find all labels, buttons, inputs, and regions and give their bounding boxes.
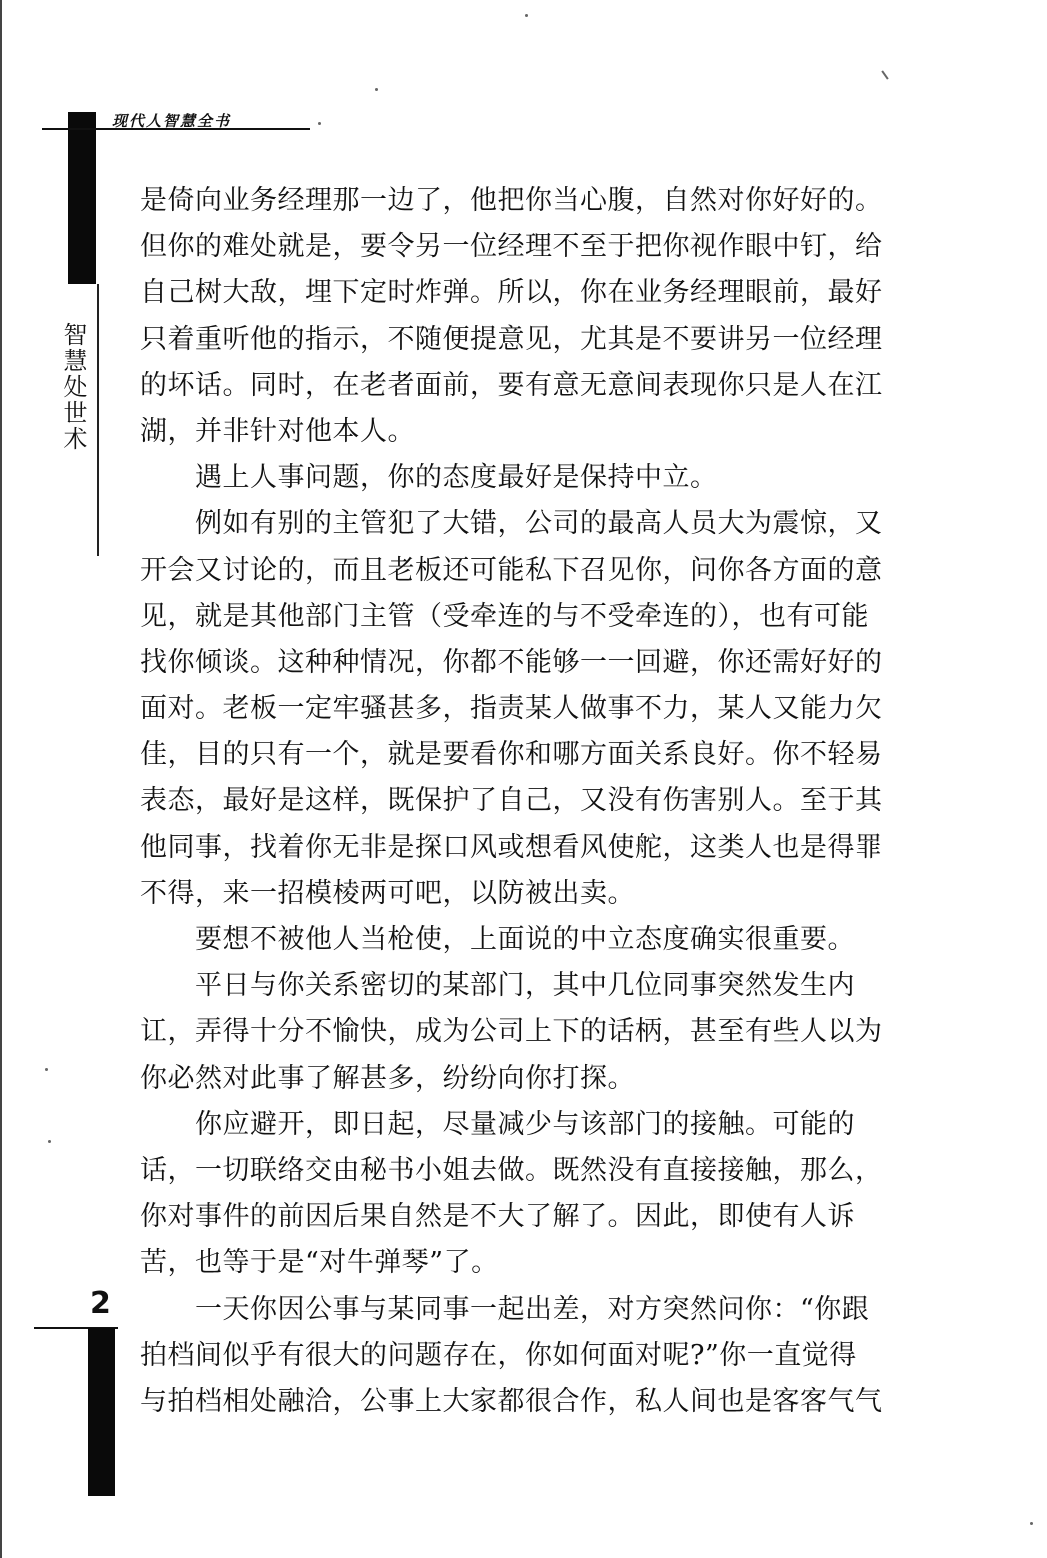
text-line: 平日与你关系密切的某部门，其中几位同事突然发生内 <box>140 970 855 1002</box>
scan-speck <box>318 122 321 125</box>
scan-speck <box>1030 1522 1033 1525</box>
text-line: 湖，并非针对他本人。 <box>140 415 415 447</box>
scan-speck <box>48 1140 51 1143</box>
text-line: 只着重听他的指示，不随便提意见，尤其是不要讲另一位经理 <box>140 323 883 355</box>
scan-speck <box>881 70 888 79</box>
text-line: 要想不被他人当枪使，上面说的中立态度确实很重要。 <box>140 924 855 955</box>
text-line: 话，一切联络交由秘书小姐去做。既然没有直接接触，那么， <box>140 1154 883 1186</box>
text-line: 不得，来一招模棱两可吧，以防被出卖。 <box>140 877 635 909</box>
header-decorative-bar <box>68 112 96 284</box>
page-edge-rule <box>0 0 2 1558</box>
text-line: 找你倾谈。这种种情况，你都不能够一一回避，你还需好好的 <box>140 646 883 678</box>
page-number: 2 <box>90 1286 111 1321</box>
text-line: 拍档间似乎有很大的问题存在，你如何面对呢?”你一直觉得 <box>140 1339 857 1371</box>
text-line: 他同事，找着你无非是探口风或想看风使舵，这类人也是得罪 <box>140 831 883 863</box>
series-title: 现代人智慧全书 <box>112 112 232 130</box>
text-line: 但你的难处就是，要令另一位经理不至于把你视作眼中钉，给 <box>140 231 883 263</box>
text-line: 与拍档相处融洽，公事上大家都很合作，私人间也是客客气气 <box>140 1385 883 1417</box>
text-line: 开会又讨论的，而且老板还可能私下召见你，问你各方面的意 <box>140 554 883 586</box>
text-line: 佳，目的只有一个，就是要看你和哪方面关系良好。你不轻易 <box>140 739 883 771</box>
text-line: 你必然对此事了解甚多，纷纷向你打探。 <box>140 1062 635 1094</box>
text-line: 一天你因公事与某同事一起出差，对方突然问你：“你跟 <box>140 1293 870 1325</box>
text-line: 讧，弄得十分不愉快，成为公司上下的话柄，甚至有些人以为 <box>140 1016 883 1048</box>
text-line: 面对。老板一定牢骚甚多，指责某人做事不力，某人又能力欠 <box>140 693 883 725</box>
text-line: 见，就是其他部门主管（受牵连的与不受牵连的），也有可能 <box>140 600 869 632</box>
text-line: 你应避开，即日起，尽量减少与该部门的接触。可能的 <box>140 1108 855 1140</box>
text-line: 的坏话。同时，在老者面前，要有意无意间表现你只是人在江 <box>140 369 883 401</box>
side-rule <box>97 284 99 556</box>
text-line: 自己树大敌，埋下定时炸弹。所以，你在业务经理眼前，最好 <box>140 277 883 309</box>
footer-decorative-bar <box>88 1328 115 1496</box>
text-line: 例如有别的主管犯了大错，公司的最高人员大为震惊，又 <box>140 508 883 540</box>
body-text <box>140 178 920 1425</box>
text-line: 是倚向业务经理那一边了，他把你当心腹，自然对你好好的。 <box>140 185 883 216</box>
scan-speck <box>45 1068 48 1071</box>
text-line: 表态，最好是这样，既保护了自己，又没有伤害别人。至于其 <box>140 785 883 817</box>
book-title-vertical: 智慧处世术 <box>59 322 87 452</box>
scan-speck <box>525 14 528 17</box>
text-line: 你对事件的前因后果自然是不大了解了。因此，即使有人诉 <box>140 1201 855 1233</box>
text-line: 遇上人事问题，你的态度最好是保持中立。 <box>140 462 718 494</box>
text-line: 苦，也等于是“对牛弹琴”了。 <box>140 1247 499 1279</box>
scan-speck <box>375 88 378 91</box>
